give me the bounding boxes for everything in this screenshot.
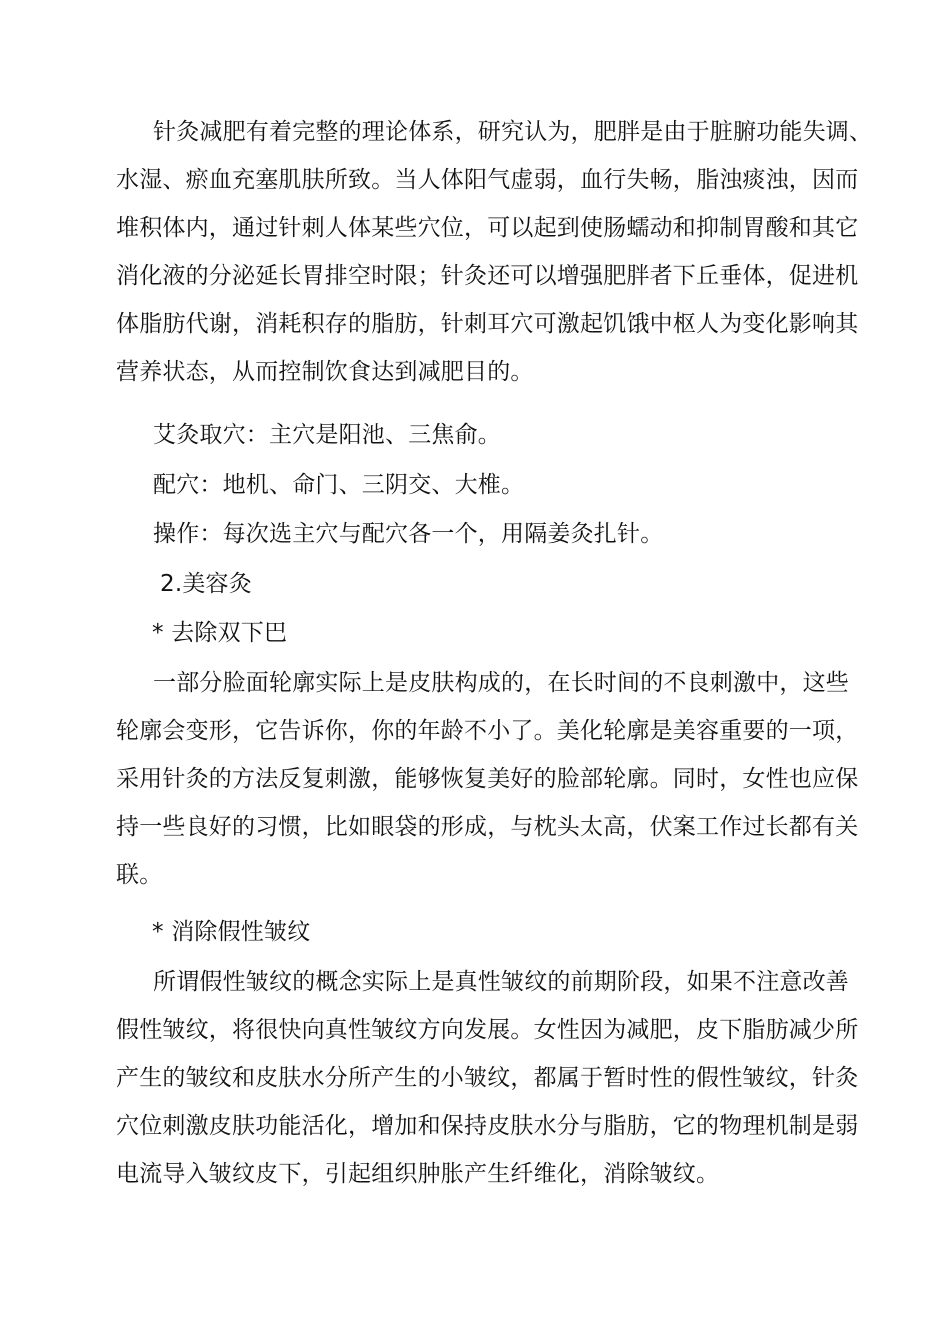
text-line: 持一些良好的习惯，比如眼袋的形成，与枕头太高，伏案工作过长都有关 xyxy=(116,814,859,840)
text-line: 营养状态，从而控制饮食达到减肥目的。 xyxy=(116,359,534,385)
text-line: 体脂肪代谢，消耗积存的脂肪，针刺耳穴可激起饥饿中枢人为变化影响其 xyxy=(116,311,859,337)
text-line: 堆积体内，通过针刺人体某些穴位，可以起到使肠蠕动和抑制胃酸和其它 xyxy=(116,215,859,241)
text-line: 一部分脸面轮廓实际上是皮肤构成的，在长时间的不良刺激中，这些 xyxy=(153,670,849,696)
bullet-heading: * 去除双下巴 xyxy=(152,620,288,646)
text-line: 电流导入皱纹皮下，引起组织肿胀产生纤维化，消除皱纹。 xyxy=(116,1161,720,1187)
item-title-false-wrinkles xyxy=(116,908,840,956)
section-title-beauty-moxa xyxy=(116,560,840,608)
text-line: 轮廓会变形，它告诉你，你的年龄不小了。美化轮廓是美容重要的一项， xyxy=(116,718,859,744)
text-line: 产生的皱纹和皮肤水分所产生的小皱纹，都属于暂时性的假性皱纹，针灸 xyxy=(116,1065,859,1091)
paragraph-weight-loss xyxy=(116,108,873,396)
moxa-points xyxy=(116,411,840,459)
text-line: 艾灸取穴：主穴是阳池、三焦俞。 xyxy=(153,422,501,448)
text-line: 假性皱纹，将很快向真性皱纹方向发展。女性因为减肥，皮下脂肪减少所 xyxy=(116,1017,859,1043)
text-line: 所谓假性皱纹的概念实际上是真性皱纹的前期阶段，如果不注意改善 xyxy=(153,969,849,995)
operation-note xyxy=(116,510,840,558)
text-line: 采用针灸的方法反复刺激，能够恢复美好的脸部轮廓。同时，女性也应保 xyxy=(116,766,859,792)
text-line: 联。 xyxy=(116,862,163,888)
paragraph-false-wrinkles xyxy=(116,958,859,1198)
section-heading: 2.美容灸 xyxy=(160,571,252,597)
text-line: 穴位刺激皮肤功能活化，增加和保持皮肤水分与脂肪，它的物理机制是弱 xyxy=(116,1113,859,1139)
text-line: 操作：每次选主穴与配穴各一个，用隔姜灸扎针。 xyxy=(153,521,664,547)
text-line: 水湿、瘀血充塞肌肤所致。当人体阳气虚弱，血行失畅，脂浊痰浊，因而 xyxy=(116,167,859,193)
paragraph-double-chin xyxy=(116,659,859,899)
text-line: 配穴：地机、命门、三阴交、大椎。 xyxy=(153,472,525,498)
item-title-double-chin xyxy=(116,609,840,657)
text-line: 消化液的分泌延长胃排空时限；针灸还可以增强肥胖者下丘垂体，促进机 xyxy=(116,263,859,289)
assist-points xyxy=(116,461,840,509)
bullet-heading: * 消除假性皱纹 xyxy=(152,919,311,945)
text-line: 针灸减肥有着完整的理论体系，研究认为，肥胖是由于脏腑功能失调、 xyxy=(153,119,873,145)
